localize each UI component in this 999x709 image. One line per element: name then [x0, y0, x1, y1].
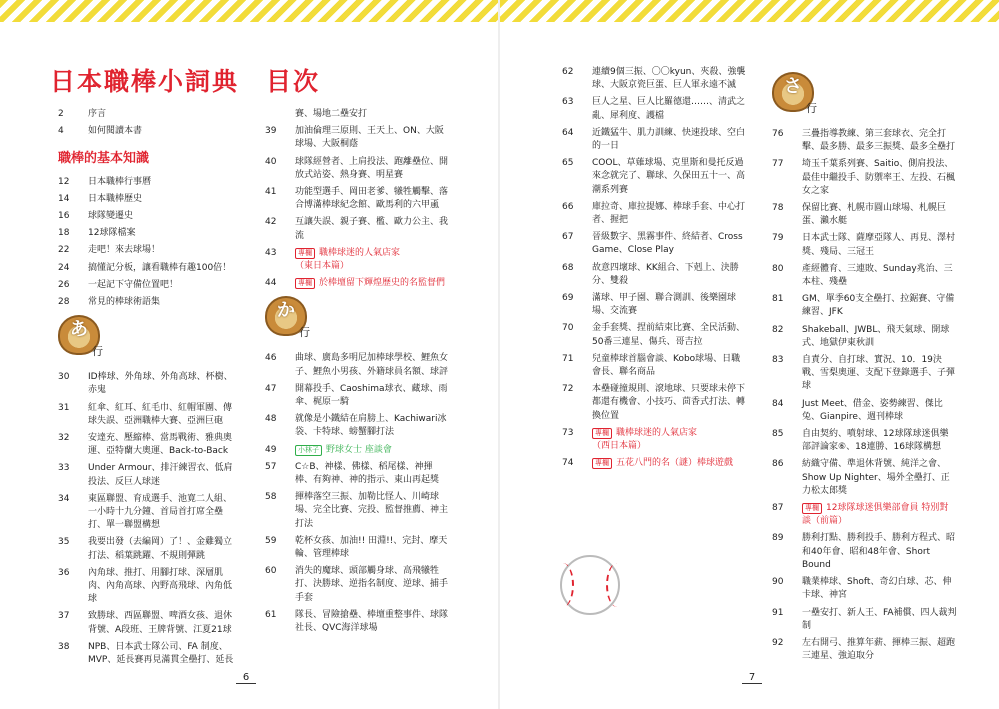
toc-entry[interactable]: [772, 576, 957, 602]
page-ref: 70: [562, 323, 574, 334]
toc-entry[interactable]: [562, 66, 747, 92]
page-ref: 63: [562, 97, 574, 108]
toc-entry[interactable]: [562, 383, 747, 423]
entry-text: 近鐵猛牛、肌力訓練、快速投球、空白的一日: [592, 127, 746, 152]
entry-text: 就像是小鐵結在肩膀上、Kachiwari冰袋、卡特球、螃蟹腳打法: [295, 414, 447, 438]
entry-text: ID棒球、外角球、外角高球、杯樹、赤鬼: [88, 372, 233, 396]
toc-entry[interactable]: [58, 193, 238, 206]
entry-text: 左右開弓、推算年薪、揮棒三振、超跑三連星、強迫取分: [802, 637, 956, 662]
toc-entry[interactable]: [58, 462, 238, 488]
toc-entry[interactable]: [265, 413, 450, 439]
page-number: 6: [236, 672, 256, 684]
toc-entry[interactable]: [772, 637, 957, 663]
baseball-icon: [560, 555, 620, 615]
entry-text: Shakeball、JWBL、飛天氣球、開球式、地獄伊東秋訓: [802, 324, 950, 348]
toc-entry[interactable]: [562, 353, 747, 379]
toc-entry[interactable]: 87 專欄 12球隊球迷俱樂部會員 特別對談（前篇）: [772, 503, 949, 527]
page-ref: 14: [58, 193, 70, 204]
toc-entry[interactable]: [562, 262, 747, 288]
page-ref: 12: [58, 176, 70, 187]
entry-text: 日本職棒歷史: [88, 193, 143, 204]
toc-entry[interactable]: [58, 567, 238, 607]
toc-entry[interactable]: [265, 383, 450, 409]
entry-text: 埼玉千葉系列賽、Saitio、側肩投法、最佳中繼投手、防禦率王、左投、石楓女之家: [802, 159, 956, 196]
entry-text: 揮棒落空三振、加勒比怪人、川崎球場、完全比賽、完投、監督推薦、神主打法: [295, 492, 449, 529]
entry-text: NPB、日本武士隊公司、FA 制度、MVP、延長賽再見滿貫全壘打、延長: [88, 641, 234, 666]
toc-entry[interactable]: [772, 202, 957, 228]
page-ref: 41: [265, 187, 277, 198]
page-ref: 42: [265, 217, 277, 228]
top-stripe: [500, 0, 999, 22]
entry-text: 日本武士隊、薩摩亞隊人、再見、澤村獎、殘局、三冠王: [802, 233, 956, 257]
toc-entry[interactable]: [265, 609, 450, 635]
page-ref: 59: [265, 535, 277, 546]
entry-text: 搞懂記分板，讓看職棒有趣100倍！: [88, 262, 232, 273]
entry-text: 保留比賽、札幌市圓山球場、札幌巨蛋、瀨水艇: [802, 203, 947, 227]
toc-entry[interactable]: [772, 532, 957, 572]
entry-text: 職業棒球、Shoft、奇幻白球、芯、伸卡球、神宮: [802, 577, 952, 601]
toc-entry[interactable]: [58, 371, 238, 397]
toc-entry[interactable]: [772, 458, 957, 498]
toc-entry[interactable]: [265, 156, 450, 182]
page-ref: 68: [562, 262, 574, 273]
page-ref: 79: [772, 233, 784, 244]
toc-entry[interactable]: [58, 279, 238, 292]
page-ref: 58: [265, 492, 277, 503]
entry-text: 如何閱讀本書: [88, 126, 143, 137]
toc-entry[interactable]: [58, 493, 238, 533]
entry-text: 我要出發（去編岡）了！、金雞獨立打法、稻葉跳躍、不規則彈跳: [88, 537, 233, 561]
toc-entry[interactable]: [562, 96, 747, 122]
toc-column-1: [58, 108, 238, 671]
page-ref: 82: [772, 324, 784, 335]
entry-text: 致勝球、西區聯盟、啤酒女孩、退休背號、A段班、王牌背號、江夏21球: [88, 611, 233, 635]
page-ref: 4: [58, 126, 64, 137]
kana-heading-ka: か 行: [265, 296, 450, 348]
page-ref: 64: [562, 127, 574, 138]
page-ref: 16: [58, 211, 70, 222]
entry-text: 消失的魔球、頭部觸身球、高飛犧牲打、決勝球、逆指名制度、逆球、捕手手套: [295, 566, 449, 603]
page-ref: 57: [265, 461, 277, 472]
page-ref: 66: [562, 201, 574, 212]
entry-text: 連續9個三振、〇〇kyun、夾殺、強襲球、大阪京瓷巨蛋、巨人軍永遠不滅: [592, 67, 746, 91]
toc-column-2: [265, 108, 450, 639]
page-ref: 18: [58, 228, 70, 239]
page-ref: 35: [58, 537, 70, 548]
entry-text: 安達充、壓縮棒、當馬戰術、雅典奧運、亞特蘭大奧運、Back-to-Back: [88, 433, 233, 457]
toc-entry[interactable]: 43 專欄 職棒球迷的人氣店家 （東日本篇）: [265, 247, 401, 272]
toc-entry[interactable]: [265, 216, 450, 242]
page-number: 7: [742, 672, 762, 684]
left-page: [0, 0, 499, 709]
toc-entry[interactable]: [265, 461, 450, 487]
toc-entry[interactable]: [265, 535, 450, 561]
toc-entry[interactable]: [265, 565, 450, 605]
toc-entry[interactable]: [265, 186, 450, 212]
toc-entry[interactable]: [58, 227, 238, 240]
entry-text: 乾杯女孩、加油!! 田淵!!、完封、摩天輪、管理棒球: [295, 535, 448, 560]
page-ref: 61: [265, 609, 277, 620]
toc-entry[interactable]: [58, 244, 238, 257]
entry-text: 自由契約、噴射球、12球隊球迷俱樂部評論家⑥、18連勝、16球隊構想: [802, 429, 949, 453]
entry-text: Under Armour、排汗練習衣、低肩投法、反巨人球迷: [88, 463, 233, 487]
toc-entry[interactable]: [58, 296, 238, 309]
toc-entry[interactable]: 74 專欄 五花八門的名（謎）棒球遊戲: [562, 458, 734, 469]
toc-entry[interactable]: [58, 210, 238, 223]
toc-entry[interactable]: [562, 322, 747, 348]
toc-entry[interactable]: [772, 324, 957, 350]
entry-text: COOL、草薙球場、克里斯和曼托反過來念就完了、聯球、久保田五十一、高潮系列賽: [592, 158, 746, 195]
toc-entry[interactable]: [772, 293, 957, 319]
entry-text: 隊長、冒險搶壘、棒壇重整事件、球隊社長、QVC海洋球場: [295, 609, 449, 634]
page-ref: 46: [265, 353, 277, 364]
page-ref: 80: [772, 263, 784, 274]
glove-icon: か: [265, 296, 307, 336]
page-ref: 89: [772, 533, 784, 544]
page-ref: 67: [562, 232, 574, 243]
entry-text: 走吧！來去球場！: [88, 245, 161, 256]
entry-text: 一起記下守備位置吧！: [88, 279, 179, 290]
entry-text: 12球隊檔案: [88, 228, 136, 239]
entry-text: Just Meet、借金、姿勢練習、傑比兔、Gianpire、週刊棒球: [802, 398, 943, 422]
entry-text: 日本職棒行事曆: [88, 176, 152, 187]
glove-icon: あ: [58, 315, 100, 355]
page-ref: 28: [58, 297, 70, 308]
toc-entry[interactable]: [58, 536, 238, 562]
entry-text: 庫拉奇、庫拉提娜、棒球手套、中心打者、握把: [592, 201, 746, 226]
toc-entry[interactable]: [58, 262, 238, 275]
page-ref: 33: [58, 463, 70, 474]
page-ref: 62: [562, 67, 574, 77]
toc-entry[interactable]: [58, 176, 238, 189]
toc-entry[interactable]: [562, 127, 747, 153]
kana-heading-sa: さ 行: [772, 72, 957, 124]
page-ref: 26: [58, 279, 70, 290]
page-ref: 84: [772, 398, 784, 409]
page-ref: 78: [772, 203, 784, 214]
toc-entry[interactable]: [562, 157, 747, 197]
page-ref: 92: [772, 637, 784, 648]
page-ref: 81: [772, 294, 784, 305]
toc-entry[interactable]: 44 專欄 於棒壇留下輝煌歷史的名監督們: [265, 278, 446, 289]
toc-entry[interactable]: [562, 201, 747, 227]
page-ref: 31: [58, 402, 70, 413]
page-ref: 83: [772, 355, 784, 366]
toc-entry[interactable]: [772, 158, 957, 198]
entry-text: GM、單季60支全壘打、拉鋸賽、守備練習、JFK: [802, 294, 955, 318]
toc-entry[interactable]: [562, 292, 747, 318]
entry-text: 曲球、廣島多明尼加棒球學校、鯉魚女子、鯉魚小男孩、外籍球員名額、球評: [295, 353, 449, 377]
entry-text: 常見的棒球術語集: [88, 297, 161, 308]
page-ref: 36: [58, 567, 70, 578]
page-ref: 32: [58, 433, 70, 444]
entry-text: 金手套獎、捏前結束比賽、全民活動、50番三連星、傷兵、哥吉拉: [592, 323, 746, 347]
entry-text: 勝利打點、勝利投手、勝利方程式、昭和40年會、昭和48年會、Short Bound: [802, 533, 956, 570]
toc-entry[interactable]: [772, 354, 957, 394]
page-ref: 40: [265, 156, 277, 167]
entry-text: 滿球、甲子園、聯合測訓、後樂園球場、交流賽: [592, 293, 737, 317]
entry-text: 球隊變遷史: [88, 211, 134, 222]
entry-text: 故意四壞球、KK組合、下剋上、決勝分、雙殺: [592, 262, 739, 286]
page-ref: 47: [265, 383, 277, 394]
entry-text: 紡織守備、準退休背號、純洋之會、Show Up Nighter、場外全壘打、正力松太郎獎: [802, 459, 950, 496]
page-ref: 38: [58, 641, 70, 652]
toc-entry[interactable]: [58, 641, 238, 667]
entry-text: 內角球、推打、用腳打球、深層肌肉、內角高球、內野高飛球、內角低球: [88, 567, 233, 605]
toc-entry[interactable]: [265, 491, 450, 531]
entry-text: 兒童棒球首腦會談、Kobo球場、日職會長、聯名商品: [592, 353, 741, 378]
entry-text: 三疊指導教練、第三套球衣、完全打擊、最多勝、最多三振獎、最多全壘打: [802, 129, 956, 153]
page-ref: 72: [562, 384, 574, 395]
page-ref: 37: [58, 611, 70, 622]
toc-column-4: [772, 66, 957, 667]
toc-entry[interactable]: [562, 231, 747, 257]
entry-text: 一壘安打、新人王、FA補償、四人裁判制: [802, 607, 957, 631]
page-ref: 39: [265, 126, 277, 137]
entry-text: 賽、場地二壘安打: [295, 109, 368, 119]
entry-text: 功能型選手、岡田老爹、犧牲觸擊、落合博滿棒球紀念館、歐馬利的六甲颪: [295, 187, 449, 211]
glove-icon: さ: [772, 72, 814, 112]
page-ref: 30: [58, 372, 70, 383]
page-ref: 86: [772, 459, 784, 470]
toc-entry[interactable]: [58, 108, 238, 121]
page-ref: 91: [772, 607, 784, 618]
page-ref: 24: [58, 262, 70, 273]
entry-text: 產經體育、三連敗、Sunday兆治、三本柱、殘壘: [802, 263, 953, 288]
page-ref: 69: [562, 293, 574, 304]
toc-entry[interactable]: [58, 125, 238, 138]
entry-text: 加油倫理三原則、王天上、ON、大阪球場、大阪桐蔭: [295, 126, 444, 150]
page-ref: 60: [265, 566, 277, 577]
toc-entry[interactable]: [58, 432, 238, 458]
page-title: 日本職棒小詞典 目次: [50, 67, 321, 96]
toc-entry[interactable]: [772, 263, 957, 289]
page-ref: 77: [772, 159, 784, 170]
toc-entry[interactable]: [58, 610, 238, 636]
toc-entry[interactable]: [772, 428, 957, 454]
toc-entry[interactable]: 73 專欄 職棒球迷的人氣店家 （西日本篇）: [562, 427, 698, 452]
page-ref: 71: [562, 353, 574, 364]
toc-entry[interactable]: [265, 108, 450, 121]
toc-entry[interactable]: [265, 125, 450, 151]
entry-text: 球隊經營者、上肩投法、跑離壘位、開放式站姿、熱身賽、明星賽: [295, 156, 449, 180]
page-ref: 22: [58, 245, 70, 256]
toc-entry[interactable]: [58, 402, 238, 428]
toc-entry[interactable]: [772, 128, 957, 154]
toc-entry[interactable]: 49 小林子 野球女士 座談會: [265, 444, 392, 455]
entry-text: 序言: [88, 109, 107, 119]
entry-text: 開幕投手、Caoshima球衣、藏球、雨傘、梶原一騎: [295, 383, 448, 408]
entry-text: 互讓失誤、親子賽、檻、歐力公主、我流: [295, 217, 449, 241]
top-stripe: [0, 0, 499, 22]
page-ref: 65: [562, 158, 574, 169]
toc-entry[interactable]: [265, 352, 450, 378]
page-ref: 76: [772, 129, 784, 139]
entry-text: 紅傘、紅耳、紅毛巾、紅帽軍團、傳球失誤、亞洲職棒大賽、亞洲巨砲: [88, 402, 233, 426]
page-ref: 48: [265, 414, 277, 425]
page-ref: 85: [772, 429, 784, 440]
entry-text: 自責分、自打球、實況、10．19決戰、雪梨奧運、支配下登錄選手、子彈球: [802, 355, 956, 392]
entry-text: 本壘碰撞規則、滾地球、只要球未停下都還有機會、小技巧、茴香式打法、轉換位置: [592, 384, 746, 421]
page-ref: [265, 108, 295, 121]
entry-text: 晉級數字、黑霧事件、終結者、Cross Game、Close Play: [592, 232, 743, 256]
page-ref: 90: [772, 577, 784, 588]
kana-heading-a: あ 行: [58, 315, 238, 367]
toc-entry[interactable]: [772, 607, 957, 633]
entry-text: 巨人之星、巨人比羅德還……、清武之亂、犀利度、護檔: [592, 97, 746, 121]
right-page: [500, 0, 999, 709]
entry-text: C☆B、神樣、佛樣、稻尾樣、神揮棒、有夠神、神的指示、東山再起獎: [295, 461, 440, 486]
page-ref: 2: [58, 109, 64, 119]
page-ref: 34: [58, 493, 70, 504]
section-heading: 職棒的基本知識: [58, 151, 150, 167]
toc-entry[interactable]: [772, 398, 957, 424]
toc-column-3: [562, 66, 747, 474]
toc-entry[interactable]: [772, 232, 957, 258]
entry-text: 東區聯盟、育成選手、池寛二人組、一小時十九分鐘、首局首打席全壘打、單一聯盟構想: [88, 493, 233, 531]
